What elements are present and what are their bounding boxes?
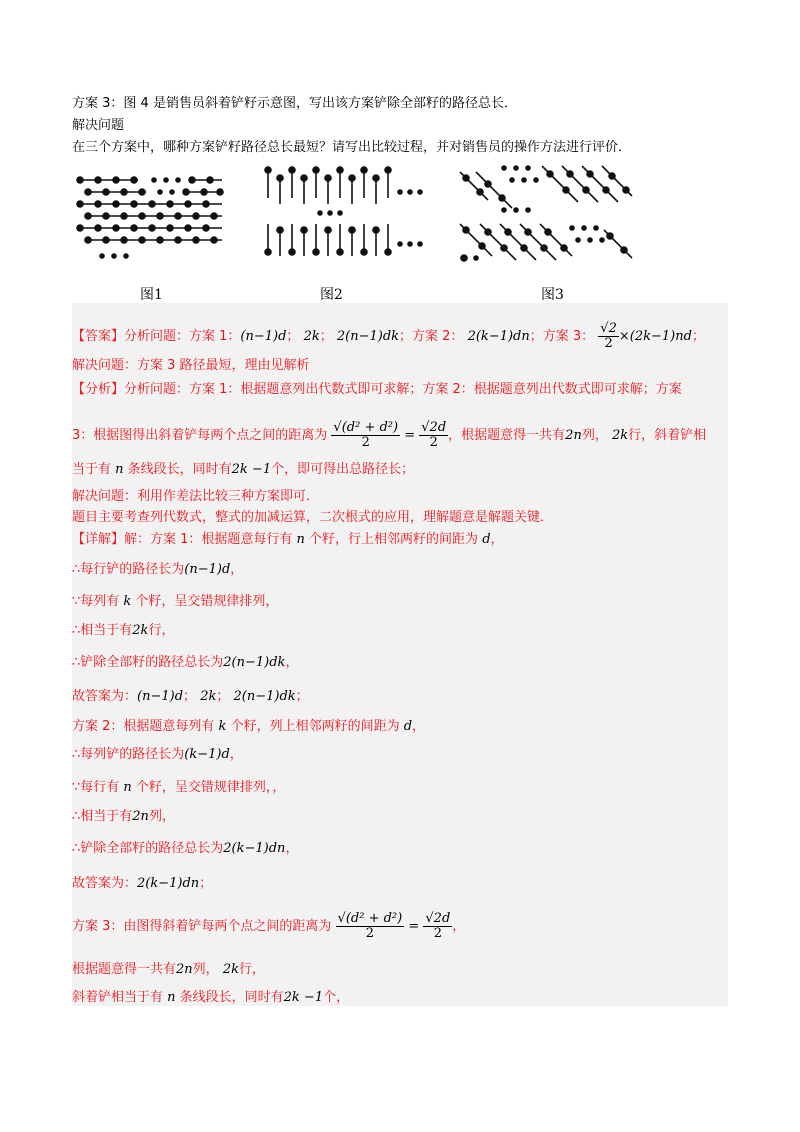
detail-line-11: ∴铲除全部籽的路径总长为2(k−1)dn， bbox=[72, 841, 299, 856]
analysis-line-2: 3：根据图得出斜着铲每两个点之间的距离为 $\frac{\text{√(d² + d²)}}{2}$ = $\frac{√2d}{2}$ ，根据题意得一共有2n列， 2k行，斜着铲相 bbox=[72, 420, 707, 450]
detail-line-15: 斜着铲相当于有 n 条线段长，同时有2k −1个， bbox=[72, 990, 350, 1005]
analysis-line-1: 【分析】分析问题：方案 1：根据题意列出代数式即可求解；方案 2：根据题意列出代数式即可求解；方案 bbox=[72, 382, 682, 397]
detail-line-2: ∴每行铲的路径长为(n−1)d， bbox=[72, 562, 244, 577]
answer-solve: 解决问题：方案 3 路径最短，理由见解析 bbox=[72, 358, 310, 373]
detail-line-8: ∴每列铲的路径长为(k−1)d， bbox=[72, 747, 243, 762]
detail-line-9: ∵每行有 n 个籽，呈交错规律排列，， bbox=[72, 780, 286, 795]
seed-figures bbox=[72, 160, 692, 270]
analysis-line-3: 当于有 n 条线段长，同时有2k −1个，即可得出总路径长； bbox=[72, 462, 415, 477]
detail-line-6: 故答案为：(n−1)d； 2k； 2(n−1)dk； bbox=[72, 689, 309, 704]
detail-line-7: 方案 2：根据题意每列有 k 个籽，列上相邻两籽的间距为 d， bbox=[72, 719, 426, 734]
figure-1-caption: 图1 bbox=[140, 287, 163, 303]
analysis-line-4: 解决问题：利用作差法比较三种方案即可． bbox=[72, 489, 320, 504]
detail-line-14: 根据题意得一共有2n列， 2k行， bbox=[72, 962, 265, 977]
detail-line-5: ∴铲除全部籽的路径总长为2(n−1)dk， bbox=[72, 655, 299, 670]
question-scheme3: 方案 3：图 4 是销售员斜着铲籽示意图，写出该方案铲除全部籽的路径总长． bbox=[72, 96, 517, 111]
figure-3 bbox=[460, 166, 632, 261]
detail-line-3: ∵每列有 k 个籽，呈交错规律排列， bbox=[72, 594, 279, 609]
detail-line-13: 方案 3：由图得斜着铲每两个点之间的距离为 $\frac{\text{√(d² + d²)}}{2}$ = $\frac{√2d}{2}$ ， bbox=[72, 911, 466, 941]
solve-text: 在三个方案中，哪种方案铲籽路径总长最短？请写出比较过程，并对销售员的操作方法进行评价． bbox=[72, 140, 632, 155]
answer-line: 【答案】分析问题：方案 1：(n−1)d； 2k； 2(n−1)dk；方案 2： 2(k−1)dn；方案 3： $\frac{√2}{2}$ ×(2k−1)nd； bbox=[72, 321, 705, 351]
figure-3-caption: 图3 bbox=[541, 287, 564, 303]
detail-line-10: ∴相当于有2n列， bbox=[72, 809, 175, 824]
detail-line-4: ∴相当于有2k行， bbox=[72, 623, 175, 638]
analysis-line-5: 题目主要考查列代数式，整式的加减运算，二次根式的应用，理解题意是解题关键． bbox=[72, 510, 554, 525]
detail-line-12: 故答案为：2(k−1)dn； bbox=[72, 876, 213, 891]
detail-line-1: 【详解】解：方案 1：根据题意每行有 n 个籽，行上相邻两籽的间距为 d， bbox=[72, 532, 504, 547]
figure-2-caption: 图2 bbox=[320, 287, 343, 303]
figure-2 bbox=[265, 167, 422, 256]
solve-title: 解决问题 bbox=[72, 118, 125, 133]
figure-1 bbox=[77, 177, 223, 258]
